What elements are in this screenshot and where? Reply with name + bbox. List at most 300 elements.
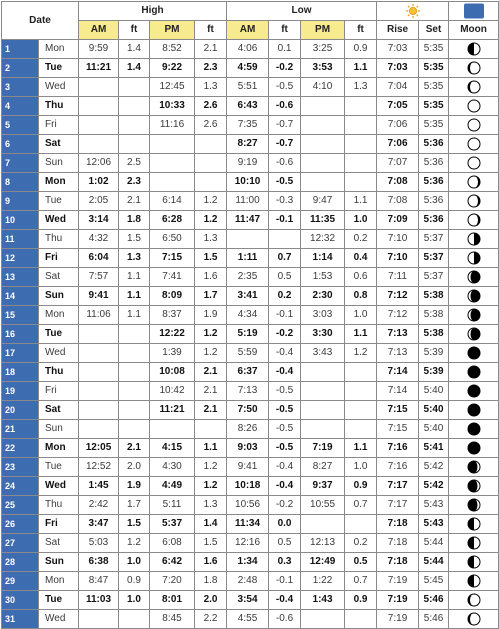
low-pm-height: [345, 382, 377, 401]
sunrise-time: 7:11: [377, 268, 419, 287]
low-am-height: 0.3: [269, 553, 301, 572]
high-am-time: 12:05: [79, 439, 119, 458]
full-moon-icon: [467, 422, 481, 436]
waxing-gibbous-moon-icon: [467, 308, 481, 322]
day-number: 27: [2, 534, 39, 553]
table-row: [2, 515, 499, 534]
sunset-time: 5:44: [419, 534, 449, 553]
high-pm-time: 10:33: [150, 97, 195, 116]
low-pm-time: 1:43: [301, 591, 345, 610]
sunrise-time: 7:10: [377, 249, 419, 268]
high-am-time: [79, 97, 119, 116]
set-header: Set: [419, 21, 449, 40]
day-number: 20: [2, 401, 39, 420]
high-pm-height: 2.6: [195, 116, 227, 135]
new-moon-icon: [467, 118, 481, 132]
low-am-time: 11:47: [227, 211, 269, 230]
low-header: Low: [227, 2, 377, 21]
sunrise-time: 7:19: [377, 572, 419, 591]
high-am-height: 2.0: [119, 458, 150, 477]
low-am-time: 6:37: [227, 363, 269, 382]
day-number: 11: [2, 230, 39, 249]
table-row: [2, 420, 499, 439]
high-am-height: [119, 420, 150, 439]
high-am-height: 1.2: [119, 534, 150, 553]
low-pm-height: [345, 116, 377, 135]
sunrise-time: 7:06: [377, 116, 419, 135]
high-am-height: 2.1: [119, 439, 150, 458]
low-am-time: 4:06: [227, 40, 269, 59]
sunrise-time: 7:19: [377, 610, 419, 629]
high-am-height: 1.1: [119, 287, 150, 306]
low-pm-time: [301, 420, 345, 439]
low-am-height: -0.2: [269, 496, 301, 515]
sunset-time: 5:36: [419, 173, 449, 192]
waxing-gibbous-moon-icon: [467, 270, 481, 284]
low-pm-time: 3:53: [301, 59, 345, 78]
day-number: 26: [2, 515, 39, 534]
day-number: 1: [2, 40, 39, 59]
sunrise-time: 7:08: [377, 173, 419, 192]
high-am-height: 1.4: [119, 59, 150, 78]
high-am-time: 6:04: [79, 249, 119, 268]
moon-phase-cell: [449, 78, 499, 97]
high-am-time: [79, 78, 119, 97]
day-number: 16: [2, 325, 39, 344]
high-am-time: 6:38: [79, 553, 119, 572]
moon-phase-cell: [449, 249, 499, 268]
high-pm-time: 4:30: [150, 458, 195, 477]
high-am-height: 1.4: [119, 40, 150, 59]
table-row: [2, 173, 499, 192]
moon-phase-cell: [449, 515, 499, 534]
table-row: [2, 591, 499, 610]
high-am-height: [119, 78, 150, 97]
low-am-time: 4:59: [227, 59, 269, 78]
high-am-height: 0.9: [119, 572, 150, 591]
moon-phase-cell: [449, 572, 499, 591]
high-am-height: 1.1: [119, 306, 150, 325]
sunset-time: 5:42: [419, 458, 449, 477]
low-am-time: 4:34: [227, 306, 269, 325]
full-moon-icon: [467, 365, 481, 379]
low-pm-height: 0.5: [345, 553, 377, 572]
high-am-time: 7:57: [79, 268, 119, 287]
high-pm-height: 2.1: [195, 40, 227, 59]
low-pm-time: 8:27: [301, 458, 345, 477]
low-pm-time: [301, 515, 345, 534]
table-row: [2, 382, 499, 401]
low-am-height: -0.4: [269, 591, 301, 610]
sunrise-time: 7:14: [377, 382, 419, 401]
high-am-time: 2:05: [79, 192, 119, 211]
day-name: Fri: [39, 515, 79, 534]
high-pm-height: 1.3: [195, 230, 227, 249]
sunset-time: 5:43: [419, 515, 449, 534]
table-row: [2, 192, 499, 211]
high-am-height: [119, 344, 150, 363]
high-am-height: 1.5: [119, 515, 150, 534]
new-moon-icon: [467, 99, 481, 113]
low-pm-time: 1:53: [301, 268, 345, 287]
day-name: Mon: [39, 439, 79, 458]
low-pm-height: [345, 515, 377, 534]
high-pm-time: 8:52: [150, 40, 195, 59]
low-pm-height: 0.9: [345, 591, 377, 610]
low-pm-time: 12:49: [301, 553, 345, 572]
day-number: 19: [2, 382, 39, 401]
sunrise-time: 7:15: [377, 401, 419, 420]
low-pm-time: 12:13: [301, 534, 345, 553]
low-am-time: 10:18: [227, 477, 269, 496]
low-am-height: -0.7: [269, 135, 301, 154]
sunset-time: 5:35: [419, 40, 449, 59]
sunrise-time: 7:04: [377, 78, 419, 97]
last-quarter-moon-icon: [467, 574, 481, 588]
low-pm-height: 1.1: [345, 439, 377, 458]
high-am-time: 5:03: [79, 534, 119, 553]
low-am-time: 9:19: [227, 154, 269, 173]
high-am-time: [79, 401, 119, 420]
table-row: [2, 439, 499, 458]
table-row: [2, 211, 499, 230]
day-name: Sat: [39, 268, 79, 287]
low-am-height: -0.1: [269, 572, 301, 591]
high-am-height: [119, 363, 150, 382]
day-number: 23: [2, 458, 39, 477]
moon-phase-cell: [449, 325, 499, 344]
high-pm-time: 7:41: [150, 268, 195, 287]
moon-phase-cell: [449, 420, 499, 439]
high-pm-height: 2.2: [195, 610, 227, 629]
table-row: [2, 363, 499, 382]
high-pm-time: 5:11: [150, 496, 195, 515]
sunrise-time: 7:17: [377, 496, 419, 515]
high-am-height: [119, 325, 150, 344]
sunrise-time: 7:18: [377, 515, 419, 534]
day-number: 12: [2, 249, 39, 268]
moon-phase-cell: [449, 458, 499, 477]
low-pm-time: [301, 363, 345, 382]
day-number: 17: [2, 344, 39, 363]
low-pm-time: [301, 116, 345, 135]
high-pm-height: 1.2: [195, 458, 227, 477]
high-pm-time: 11:16: [150, 116, 195, 135]
day-name: Fri: [39, 116, 79, 135]
day-number: 31: [2, 610, 39, 629]
tide-table: [1, 1, 499, 629]
low-pm-height: 1.1: [345, 192, 377, 211]
moon-phase-cell: [449, 610, 499, 629]
high-pm-time: [150, 420, 195, 439]
sunset-time: 5:38: [419, 325, 449, 344]
high-am-time: [79, 420, 119, 439]
table-row: [2, 78, 499, 97]
day-number: 15: [2, 306, 39, 325]
high-am-time: 3:14: [79, 211, 119, 230]
low-pm-time: 9:47: [301, 192, 345, 211]
moon-phase-cell: [449, 591, 499, 610]
high-am-height: 1.3: [119, 249, 150, 268]
table-row: [2, 116, 499, 135]
day-name: Sun: [39, 154, 79, 173]
low-am-height: [269, 230, 301, 249]
low-am-time: 11:34: [227, 515, 269, 534]
high-pm-height: 1.3: [195, 496, 227, 515]
sunrise-time: 7:18: [377, 534, 419, 553]
sunset-time: 5:41: [419, 439, 449, 458]
moon-phase-cell: [449, 40, 499, 59]
moon-phase-cell: [449, 154, 499, 173]
sunrise-time: 7:13: [377, 325, 419, 344]
high-pm-time: 4:15: [150, 439, 195, 458]
low-pm-height: [345, 154, 377, 173]
day-number: 18: [2, 363, 39, 382]
sunset-time: 5:39: [419, 363, 449, 382]
low-pm-time: 12:32: [301, 230, 345, 249]
waxing-crescent-moon-icon: [467, 175, 481, 189]
day-name: Thu: [39, 363, 79, 382]
moon-label-header: Moon: [449, 21, 499, 40]
first-quarter-moon-icon: [467, 232, 481, 246]
high-pm-time: 7:20: [150, 572, 195, 591]
day-name: Mon: [39, 572, 79, 591]
full-moon-icon: [467, 346, 481, 360]
low-pm-height: 0.7: [345, 496, 377, 515]
date-header: Date: [2, 2, 79, 40]
table-row: [2, 59, 499, 78]
high-pm-time: [150, 135, 195, 154]
low-am-height: -0.2: [269, 325, 301, 344]
low-pm-time: [301, 97, 345, 116]
day-name: Thu: [39, 496, 79, 515]
day-number: 13: [2, 268, 39, 287]
high-pm-height: 2.1: [195, 382, 227, 401]
high-am-time: [79, 382, 119, 401]
low-pm-time: 3:30: [301, 325, 345, 344]
full-moon-icon: [467, 384, 481, 398]
waxing-gibbous-moon-icon: [467, 327, 481, 341]
day-number: 3: [2, 78, 39, 97]
day-number: 28: [2, 553, 39, 572]
high-am-time: 11:21: [79, 59, 119, 78]
high-pm-height: 1.2: [195, 192, 227, 211]
waxing-crescent-moon-icon: [467, 213, 481, 227]
waning-gibbous-moon-icon: [467, 460, 481, 474]
high-pm-height: 1.2: [195, 325, 227, 344]
low-pm-time: 1:22: [301, 572, 345, 591]
sunset-time: 5:38: [419, 306, 449, 325]
moon-phase-cell: [449, 439, 499, 458]
high-pm-height: 2.6: [195, 97, 227, 116]
table-row: [2, 306, 499, 325]
low-am-height: -0.4: [269, 458, 301, 477]
sunrise-time: 7:12: [377, 287, 419, 306]
moon-phase-cell: [449, 496, 499, 515]
low-am-time: 7:35: [227, 116, 269, 135]
table-row: [2, 230, 499, 249]
day-number: 8: [2, 173, 39, 192]
sunrise-time: 7:12: [377, 306, 419, 325]
day-name: Tue: [39, 59, 79, 78]
high-pm-time: 8:09: [150, 287, 195, 306]
high-am-header: AM: [79, 21, 119, 40]
high-am-time: 4:32: [79, 230, 119, 249]
table-row: [2, 287, 499, 306]
low-pm-height: 0.7: [345, 572, 377, 591]
day-name: Sat: [39, 135, 79, 154]
sunset-time: 5:44: [419, 553, 449, 572]
low-am-time: 3:41: [227, 287, 269, 306]
low-am-height: -0.4: [269, 477, 301, 496]
high-pm-time: 4:49: [150, 477, 195, 496]
day-number: 6: [2, 135, 39, 154]
day-name: Wed: [39, 477, 79, 496]
moon-phase-cell: [449, 173, 499, 192]
high-am-time: [79, 610, 119, 629]
low-pm-time: 2:30: [301, 287, 345, 306]
waning-crescent-moon-icon: [467, 593, 481, 607]
high-am-ft-header: ft: [119, 21, 150, 40]
low-pm-height: 0.8: [345, 287, 377, 306]
day-name: Fri: [39, 382, 79, 401]
moon-phase-cell: [449, 534, 499, 553]
low-am-height: -0.5: [269, 420, 301, 439]
sunrise-time: 7:07: [377, 154, 419, 173]
low-pm-time: 3:03: [301, 306, 345, 325]
day-number: 10: [2, 211, 39, 230]
day-name: Wed: [39, 211, 79, 230]
low-am-height: -0.4: [269, 363, 301, 382]
full-moon-icon: [467, 403, 481, 417]
day-number: 7: [2, 154, 39, 173]
low-am-height: 0.7: [269, 249, 301, 268]
high-pm-height: 1.5: [195, 534, 227, 553]
moon-phase-cell: [449, 363, 499, 382]
day-number: 30: [2, 591, 39, 610]
high-am-time: 1:45: [79, 477, 119, 496]
moon-phase-cell: [449, 211, 499, 230]
high-pm-height: 1.2: [195, 344, 227, 363]
high-am-height: [119, 382, 150, 401]
low-pm-height: [345, 97, 377, 116]
day-name: Thu: [39, 230, 79, 249]
low-am-height: -0.1: [269, 211, 301, 230]
low-pm-height: [345, 135, 377, 154]
low-am-time: 2:48: [227, 572, 269, 591]
low-am-time: 4:55: [227, 610, 269, 629]
low-pm-height: 0.9: [345, 40, 377, 59]
high-pm-height: [195, 154, 227, 173]
high-am-height: 1.1: [119, 268, 150, 287]
high-header: High: [79, 2, 227, 21]
table-row: [2, 458, 499, 477]
low-am-height: -0.5: [269, 173, 301, 192]
high-pm-height: 2.0: [195, 591, 227, 610]
low-am-height: 0.5: [269, 268, 301, 287]
high-am-time: 12:52: [79, 458, 119, 477]
high-am-time: [79, 363, 119, 382]
low-am-time: [227, 230, 269, 249]
low-am-header: AM: [227, 21, 269, 40]
table-row: [2, 135, 499, 154]
high-pm-time: 6:50: [150, 230, 195, 249]
low-pm-height: 0.9: [345, 477, 377, 496]
high-am-height: [119, 610, 150, 629]
low-pm-header: PM: [301, 21, 345, 40]
sunrise-time: 7:03: [377, 40, 419, 59]
low-pm-height: 0.2: [345, 230, 377, 249]
day-name: Tue: [39, 458, 79, 477]
high-pm-time: 11:21: [150, 401, 195, 420]
moon-phase-cell: [449, 306, 499, 325]
sunrise-time: 7:06: [377, 135, 419, 154]
sunrise-time: 7:18: [377, 553, 419, 572]
high-pm-time: 12:45: [150, 78, 195, 97]
low-am-time: 1:34: [227, 553, 269, 572]
day-number: 22: [2, 439, 39, 458]
table-row: [2, 496, 499, 515]
high-pm-height: 1.6: [195, 268, 227, 287]
sunset-time: 5:35: [419, 97, 449, 116]
low-pm-time: [301, 173, 345, 192]
high-pm-height: 1.1: [195, 439, 227, 458]
high-pm-time: 8:37: [150, 306, 195, 325]
low-am-time: 2:35: [227, 268, 269, 287]
high-am-time: 12:06: [79, 154, 119, 173]
day-name: Tue: [39, 591, 79, 610]
low-pm-height: 1.1: [345, 59, 377, 78]
low-am-height: 0.1: [269, 40, 301, 59]
sun-header: [377, 2, 449, 21]
high-am-time: [79, 325, 119, 344]
low-pm-time: 10:55: [301, 496, 345, 515]
moon-phase-cell: [449, 230, 499, 249]
high-am-time: 9:59: [79, 40, 119, 59]
low-pm-height: [345, 401, 377, 420]
high-pm-height: 1.5: [195, 249, 227, 268]
high-am-time: 8:47: [79, 572, 119, 591]
low-am-height: -0.6: [269, 97, 301, 116]
low-pm-height: [345, 610, 377, 629]
low-am-time: 8:27: [227, 135, 269, 154]
moon-phase-cell: [449, 477, 499, 496]
low-am-time: 8:26: [227, 420, 269, 439]
last-quarter-moon-icon: [467, 517, 481, 531]
low-am-time: 9:41: [227, 458, 269, 477]
high-pm-height: 1.6: [195, 553, 227, 572]
low-pm-height: 1.0: [345, 458, 377, 477]
low-am-height: -0.1: [269, 306, 301, 325]
low-am-height: -0.6: [269, 154, 301, 173]
sunset-time: 5:42: [419, 477, 449, 496]
high-pm-time: 8:45: [150, 610, 195, 629]
high-pm-height: 2.1: [195, 363, 227, 382]
low-am-time: 7:50: [227, 401, 269, 420]
high-pm-time: 6:42: [150, 553, 195, 572]
high-am-height: 1.5: [119, 230, 150, 249]
waxing-gibbous-moon-icon: [467, 289, 481, 303]
high-pm-height: 2.3: [195, 59, 227, 78]
low-am-height: -0.6: [269, 610, 301, 629]
low-am-time: 5:51: [227, 78, 269, 97]
day-name: Wed: [39, 78, 79, 97]
table-row: [2, 572, 499, 591]
high-am-time: 9:41: [79, 287, 119, 306]
sunset-time: 5:43: [419, 496, 449, 515]
moon-phase-cell: [449, 59, 499, 78]
moon-phase-cell: [449, 287, 499, 306]
